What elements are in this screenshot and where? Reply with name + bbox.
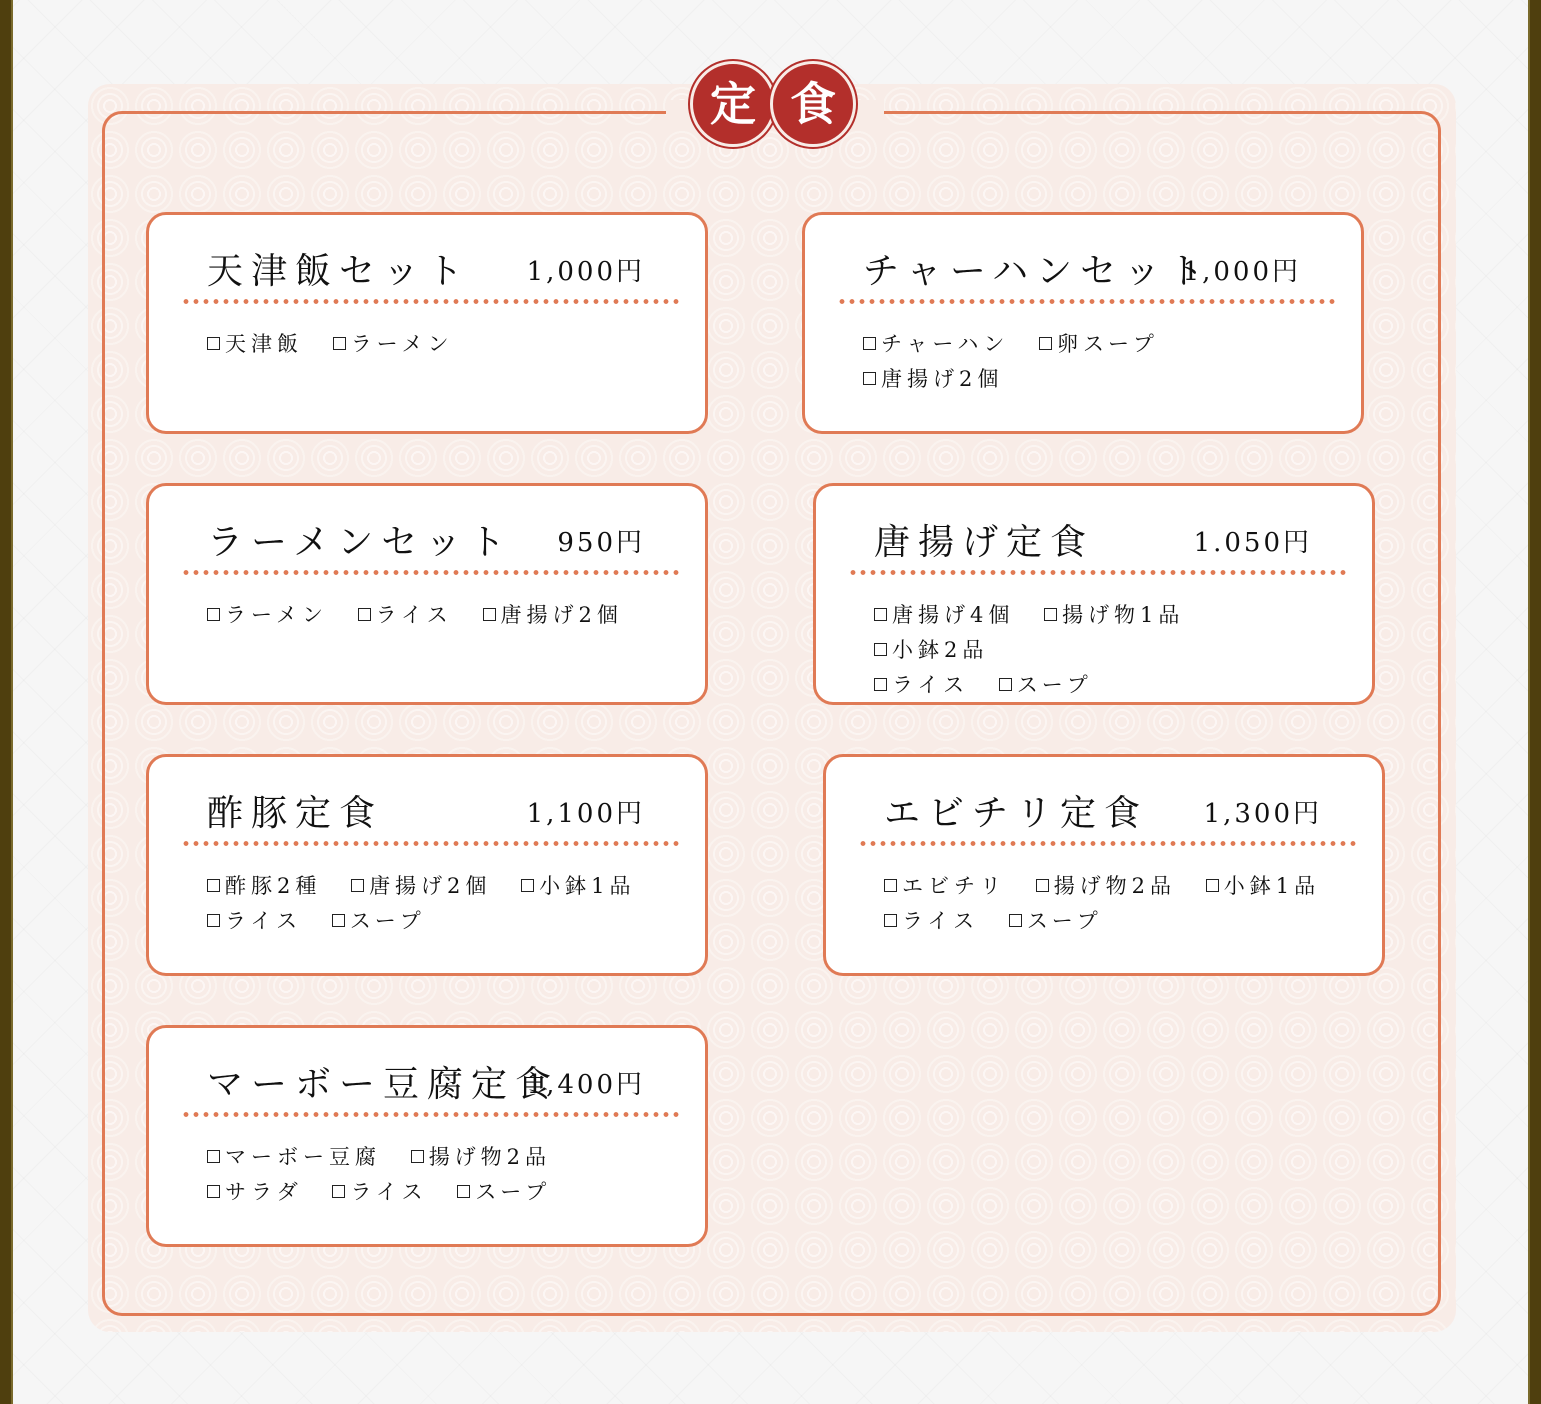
set-item: ライス xyxy=(874,673,969,697)
set-item: 卵スープ xyxy=(1039,332,1159,356)
menu-card xyxy=(146,483,708,705)
title-badge-2: 食 xyxy=(770,61,856,147)
menu-item-price: 950円 xyxy=(557,528,645,558)
set-item: 唐揚げ2個 xyxy=(863,367,1003,391)
menu-item-name: マーボー豆腐定食 xyxy=(207,1064,560,1105)
menu-item-price: 1,000円 xyxy=(526,257,645,287)
menu-item-name: 天津飯セット xyxy=(207,251,472,292)
set-item: ライス xyxy=(332,1180,427,1204)
dotted-divider xyxy=(858,841,1356,846)
menu-item-contents xyxy=(884,869,1352,939)
menu-item-name: チャーハンセット xyxy=(863,251,1213,292)
set-item: 唐揚げ2個 xyxy=(351,874,491,898)
menu-item-price: 1,100円 xyxy=(526,799,645,829)
set-item: 揚げ物1品 xyxy=(1044,603,1184,627)
menu-card xyxy=(146,1025,708,1247)
set-item: 唐揚げ4個 xyxy=(874,603,1014,627)
title-badge-1: 定 xyxy=(690,61,776,147)
menu-card xyxy=(146,754,708,976)
menu-item-name: 酢豚定食 xyxy=(207,793,384,834)
set-item: 小鉢1品 xyxy=(1206,874,1320,898)
dotted-divider xyxy=(848,570,1346,575)
set-item: 天津飯 xyxy=(207,332,303,356)
set-item: スープ xyxy=(999,673,1093,697)
menu-item-name: 唐揚げ定食 xyxy=(874,522,1095,563)
menu-item-price: 1,400円 xyxy=(526,1070,645,1100)
set-item: ラーメン xyxy=(207,603,328,627)
menu-card xyxy=(802,212,1364,434)
set-item: ライス xyxy=(358,603,453,627)
set-item: ラーメン xyxy=(333,332,454,356)
set-item: チャーハン xyxy=(863,332,1009,356)
menu-item-contents xyxy=(207,1140,675,1210)
set-item: スープ xyxy=(457,1180,551,1204)
menu-card xyxy=(823,754,1385,976)
menu-card xyxy=(146,212,708,434)
set-item: 小鉢2品 xyxy=(874,638,988,662)
dotted-divider xyxy=(181,1112,679,1117)
menu-item-price: 1,300円 xyxy=(1203,799,1322,829)
dotted-divider xyxy=(837,299,1335,304)
dotted-divider xyxy=(181,841,679,846)
set-item: ライス xyxy=(884,909,979,933)
set-item: 酢豚2種 xyxy=(207,874,321,898)
menu-item-contents xyxy=(207,327,675,362)
set-item: サラダ xyxy=(207,1180,303,1204)
set-item: スープ xyxy=(332,909,426,933)
page-edge-left xyxy=(0,0,13,1404)
dotted-divider xyxy=(181,299,679,304)
menu-item-price: 1.050円 xyxy=(1193,528,1312,558)
menu-item-name: エビチリ定食 xyxy=(884,793,1149,834)
menu-item-contents xyxy=(207,598,675,633)
menu-item-contents xyxy=(863,327,1331,397)
page-edge-right xyxy=(1528,0,1541,1404)
set-item: エビチリ xyxy=(884,874,1006,898)
menu-item-price: 1,000円 xyxy=(1182,257,1301,287)
menu-card xyxy=(813,483,1375,705)
set-item: 揚げ物2品 xyxy=(1036,874,1176,898)
menu-item-contents xyxy=(874,598,1342,703)
set-item: ライス xyxy=(207,909,302,933)
set-item: スープ xyxy=(1009,909,1103,933)
set-item: 揚げ物2品 xyxy=(411,1145,551,1169)
dotted-divider xyxy=(181,570,679,575)
set-item: 小鉢1品 xyxy=(521,874,635,898)
menu-item-name: ラーメンセット xyxy=(207,522,514,563)
set-item: マーボー豆腐 xyxy=(207,1145,381,1169)
set-item: 唐揚げ2個 xyxy=(483,603,623,627)
menu-item-contents xyxy=(207,869,675,939)
